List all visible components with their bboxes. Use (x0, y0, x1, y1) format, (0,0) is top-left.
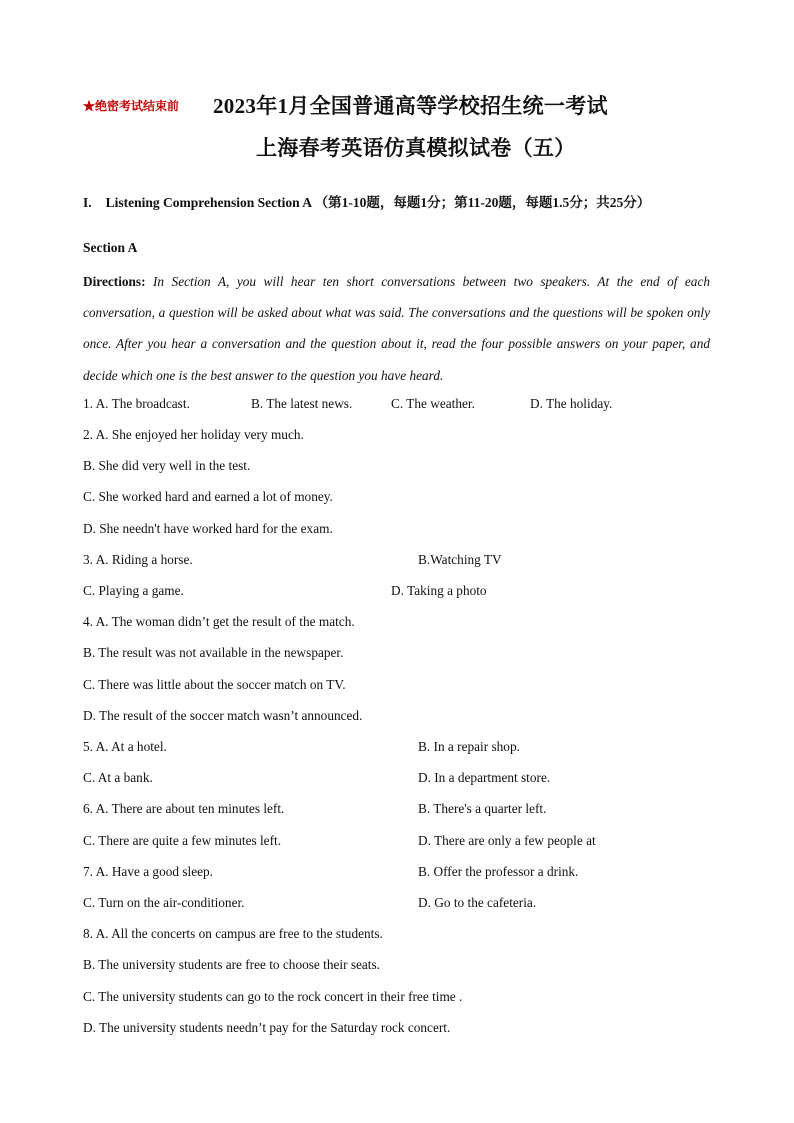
directions-paragraph (83, 266, 710, 391)
q4-option-a: 4. A. The woman didn’t get the result of the match. (83, 614, 355, 629)
q2-option-a: 2. A. She enjoyed her holiday very much. (83, 427, 304, 442)
q2-option-d: D. She needn't have worked hard for the exam. (83, 521, 333, 536)
q5-option-a: 5. A. At a hotel. (83, 739, 167, 754)
q8-option-c: C. The university students can go to the rock concert in their free time . (83, 989, 463, 1004)
directions-text: In Section A, you will hear ten short conversations between two speakers. At the end of each conversation, a question will be asked about what was said. The conversations and the questions will be spoken only once. After you hear a conversation and the question about it, read the four possible answers on your paper, and decide which one is the best answer to the question you have heard. (83, 274, 710, 383)
directions-label: Directions: (83, 274, 146, 289)
q5-option-d: D. In a department store. (418, 770, 551, 785)
exam-subtitle: 上海春考英语仿真模拟试卷（五） (256, 136, 576, 160)
q1-option-b: B. The latest news. (251, 396, 353, 411)
q1-option-c: C. The weather. (391, 396, 475, 411)
q3-option-d: D. Taking a photo (391, 583, 487, 598)
section-heading: Section A (83, 240, 138, 255)
q3-option-c: C. Playing a game. (83, 583, 184, 598)
q4-option-b: B. The result was not available in the newspaper. (83, 645, 344, 660)
q6-option-b: B. There's a quarter left. (418, 801, 547, 816)
q7-option-b: B. Offer the professor a drink. (418, 864, 579, 879)
q3-option-b: B.Watching TV (418, 552, 502, 567)
q6-option-c: C. There are quite a few minutes left. (83, 833, 282, 848)
q8-option-b: B. The university students are free to choose their seats. (83, 957, 381, 972)
part-number: I. (83, 195, 92, 210)
q4-option-d: D. The result of the soccer match wasn’t announced. (83, 708, 363, 723)
q1-option-d: D. The holiday. (530, 396, 613, 411)
q5-option-c: C. At a bank. (83, 770, 153, 785)
q7-option-c: C. Turn on the air-conditioner. (83, 895, 245, 910)
part-title: Listening Comprehension Section A （第1-10题，每题1分；第11-20题，每题1.5分；共25分） (105, 195, 651, 210)
q7-option-a: 7. A. Have a good sleep. (83, 864, 213, 879)
q6-option-d: D. There are only a few people at (418, 833, 596, 848)
q2-option-c: C. She worked hard and earned a lot of money. (83, 489, 333, 504)
q6-option-a: 6. A. There are about ten minutes left. (83, 801, 285, 816)
q1-option-a: 1. A. The broadcast. (83, 396, 190, 411)
part-heading (83, 191, 650, 211)
q2-option-b: B. She did very well in the test. (83, 458, 251, 473)
q5-option-b: B. In a repair shop. (418, 739, 520, 754)
q7-option-d: D. Go to the cafeteria. (418, 895, 537, 910)
q8-option-d: D. The university students needn’t pay for the Saturday rock concert. (83, 1020, 451, 1035)
confidential-mark: ★绝密考试结束前 (83, 99, 180, 113)
q4-option-c: C. There was little about the soccer match on TV. (83, 677, 346, 692)
q3-option-a: 3. A. Riding a horse. (83, 552, 193, 567)
exam-title: 2023年1月全国普通高等学校招生统一考试 (213, 94, 608, 118)
q8-option-a: 8. A. All the concerts on campus are free to the students. (83, 926, 383, 941)
